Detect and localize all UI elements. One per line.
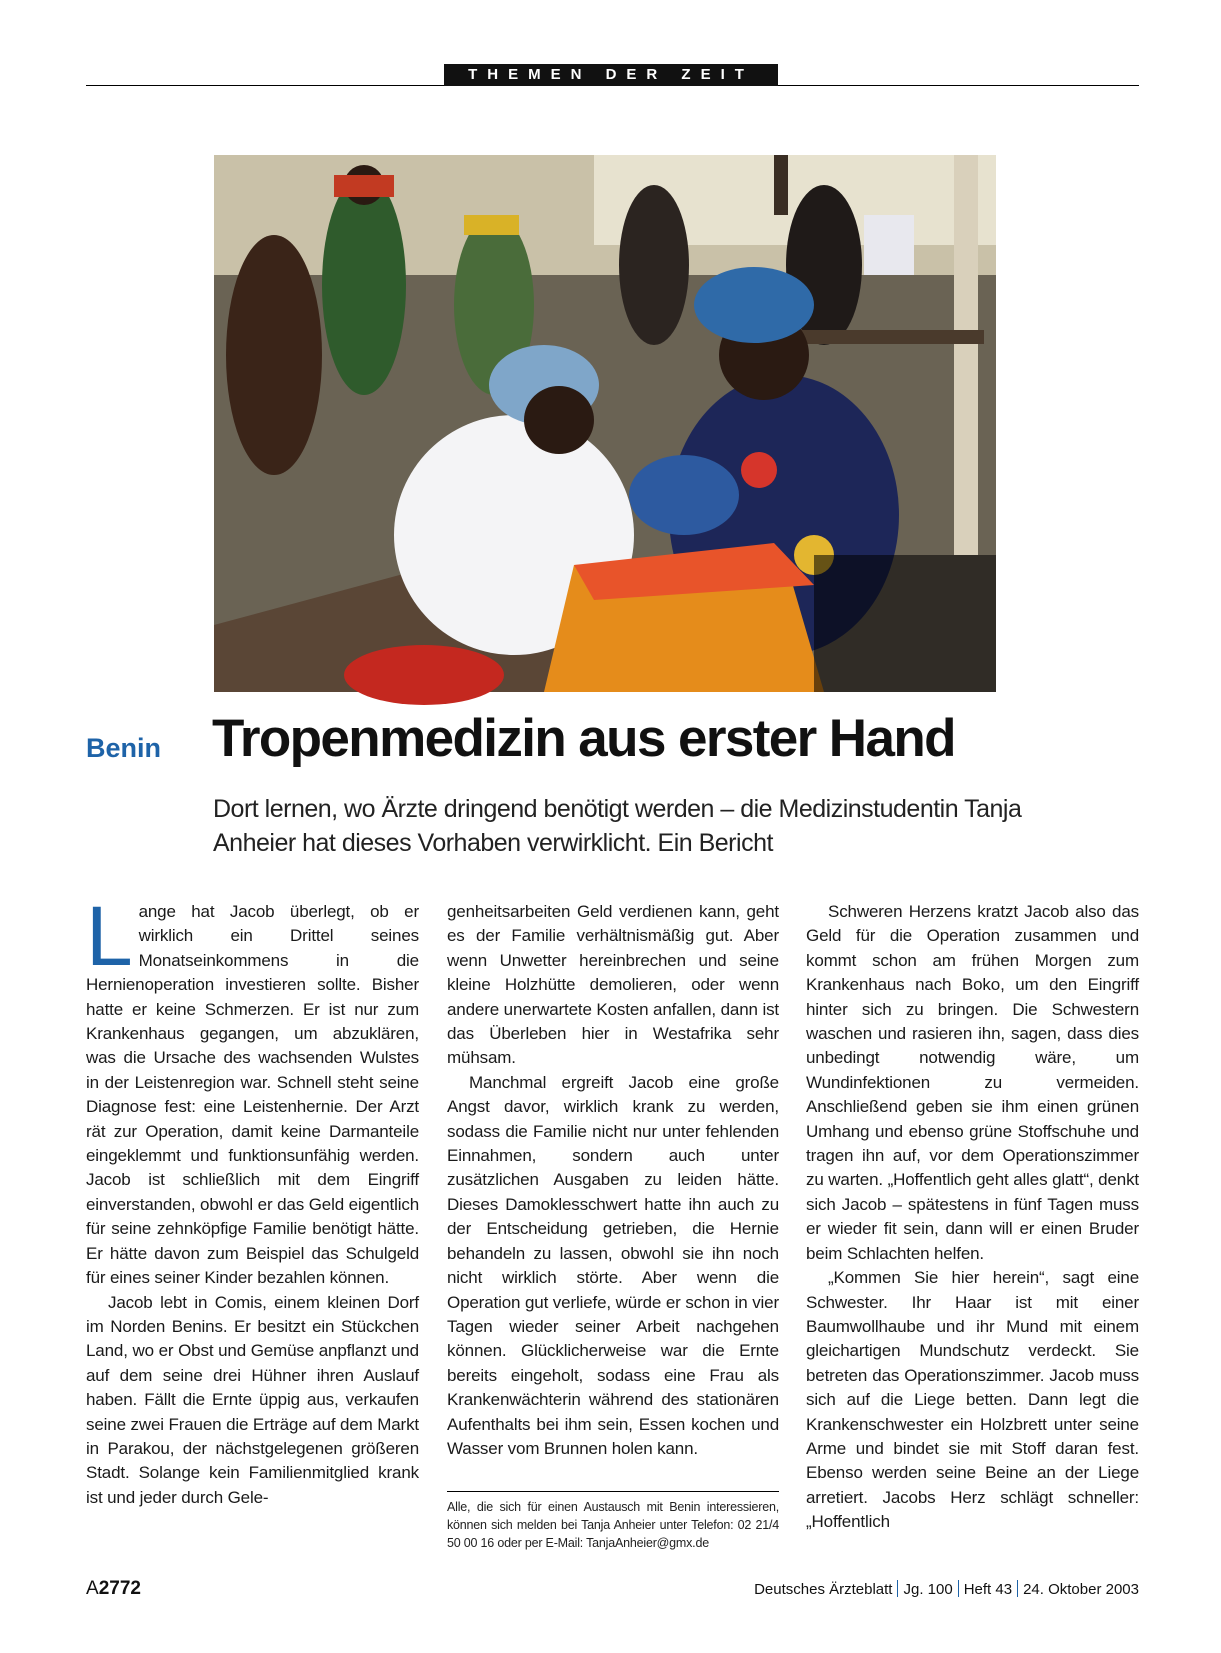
paragraph (86, 889, 419, 1291)
article-column-2 (447, 900, 779, 1461)
photo-illustration (214, 155, 996, 692)
contact-info-box: Alle, die sich für einen Austausch mit Benin interessieren, können sich melden bei Tanja Anheier unter Telefon: 02 21/4 50 00 16 oder per E-Mail: TanjaAnheier@gmx.de (447, 1491, 779, 1552)
photo-caption: Jeden Mittwoch ist Impfsprech-stunde im „Hôpital St. Jean de Dieu“ in Boko. (1071, 739, 1203, 840)
separator (897, 1580, 898, 1597)
folio (754, 1580, 1139, 1598)
article-column-3 (806, 900, 1139, 1535)
headline: Tropenmedizin aus erster Hand (212, 709, 955, 768)
page-prefix: A (86, 1578, 99, 1599)
page-number (86, 1578, 141, 1600)
separator (1017, 1580, 1018, 1597)
paragraph: Schweren Herzens kratzt Jacob also das Geld für die Operation zusammen und kommt schon am frühen Morgen zum Krankenhaus nach Boko, um den Eingriff hinter sich zu bringen. Die Schwestern waschen und rasieren ihn, sagen, dass dies unbedingt notwendig wäre, um Wundinfektionen zu vermeiden. Anschließend geben sie ihm einen grünen Umhang und ebenso grüne Stoffschuhe und tragen ihn auf, vor dem Operationszimmer zu warten. „Hoffentlich geht alles glatt“, denkt sich Jacob – spätestens in fünf Tagen muss er wieder fit sein, dann will er einen Bruder beim Schlachten helfen. (806, 902, 1139, 1263)
publication-name: Deutsches Ärzteblatt (754, 1581, 893, 1598)
page-number-value: 2772 (98, 1578, 141, 1599)
paragraph-text: ange hat Jacob überlegt, ob er wirklich ein Drittel seines Monatseinkommens in die Hernienoperation investieren sollte. Bisher hatte er keine Schmerzen. Er ist nur zum Krankenhaus gegangen, um abzuklären, was die Ursache des wachsenden Wulstes in der Leistenregion war. Schnell steht seine Diagnose fest: eine Leistenhernie. Der Arzt rät zur Operation, damit keine Darmanteile eingeklemmt und funktionsunfähig werden. Jacob ist schließlich mit dem Eingriff einverstanden, obwohl er das Geld eigentlich für seine zehnköpfige Familie benötigt hätte. Er hätte davon zum Beispiel das Schulgeld für eines seiner Kinder bezahlen können. (86, 902, 419, 1288)
paragraph: Jacob lebt in Comis, einem kleinen Dorf im Norden Benins. Er besitzt ein Stückchen Land, wo er Obst und Gemüse anpflanzt und auf dem seine drei Hühner ihren Auslauf haben. Fällt die Ernte üppig aus, verkaufen seine zwei Frauen die Erträge auf dem Markt in Parakou, der nächstgelegenen größeren Stadt. Solange kein Familienmitglied krank ist und jeder durch Gele- (86, 1292, 419, 1507)
volume: Jg. 100 (903, 1581, 953, 1598)
dropcap: L (86, 889, 133, 983)
separator (958, 1580, 959, 1597)
paragraph: Manchmal ergreift Jacob eine große Angst davor, wirklich krank zu werden, sodass die Familie nicht nur unter fehlenden Einnahmen, sondern auch unter zusätzlichen Ausgaben zu leiden hätte. Dieses Damoklesschwert hatte ihn auch zu der Entscheidung getrieben, die Hernie behandeln zu lassen, obwohl sie ihn noch nicht wirklich störte. Aber wenn die Operation gut verliefe, würde er schon in vier Tagen wieder seiner Arbeit nachgehen können. Glücklicherweise war die Ernte bereits eingeholt, sodass eine Frau als Krankenwächterin während des stationären Aufenthalts bei ihm sein, Essen kochen und Wasser vom Brunnen holen kann. (447, 1072, 779, 1458)
issue: Heft 43 (963, 1581, 1013, 1598)
paragraph: „Kommen Sie hier herein“, sagt eine Schwester. Ihr Haar ist mit einer Baumwollhaube und ihr Mund mit einem gleichartigen Mundschutz verdeckt. Sie betreten das Operationszimmer. Jacob muss sich auf die Liege betten. Dann legt die Krankenschwester ein Holzbrett unter seine Arme und bindet sie mit Stoff daran fest. Ebenso werden seine Beine an der Liege arretiert. Jacobs Herz schlägt schneller: „Hoffentlich (806, 1268, 1139, 1532)
section-label: THEMEN DER ZEIT (444, 64, 778, 86)
issue-date: 24. Oktober 2003 (1023, 1581, 1139, 1598)
kicker: Benin (86, 733, 162, 763)
paragraph: genheitsarbeiten Geld verdienen kann, geht es der Familie verhältnismäßig gut. Aber wenn Unwetter hereinbrechen und seine kleine Holzhütte demolieren, oder wenn andere unerwartete Kosten anfallen, dann ist das Überleben hier in Westafrika sehr mühsam. (447, 902, 779, 1068)
standfirst: Dort lernen, wo Ärzte dringend benötigt werden – die Medizinstudentin Tanja Anheier hat dieses Vorhaben verwirklicht. Ein Bericht (213, 795, 1022, 857)
article-column-1 (86, 889, 419, 1510)
